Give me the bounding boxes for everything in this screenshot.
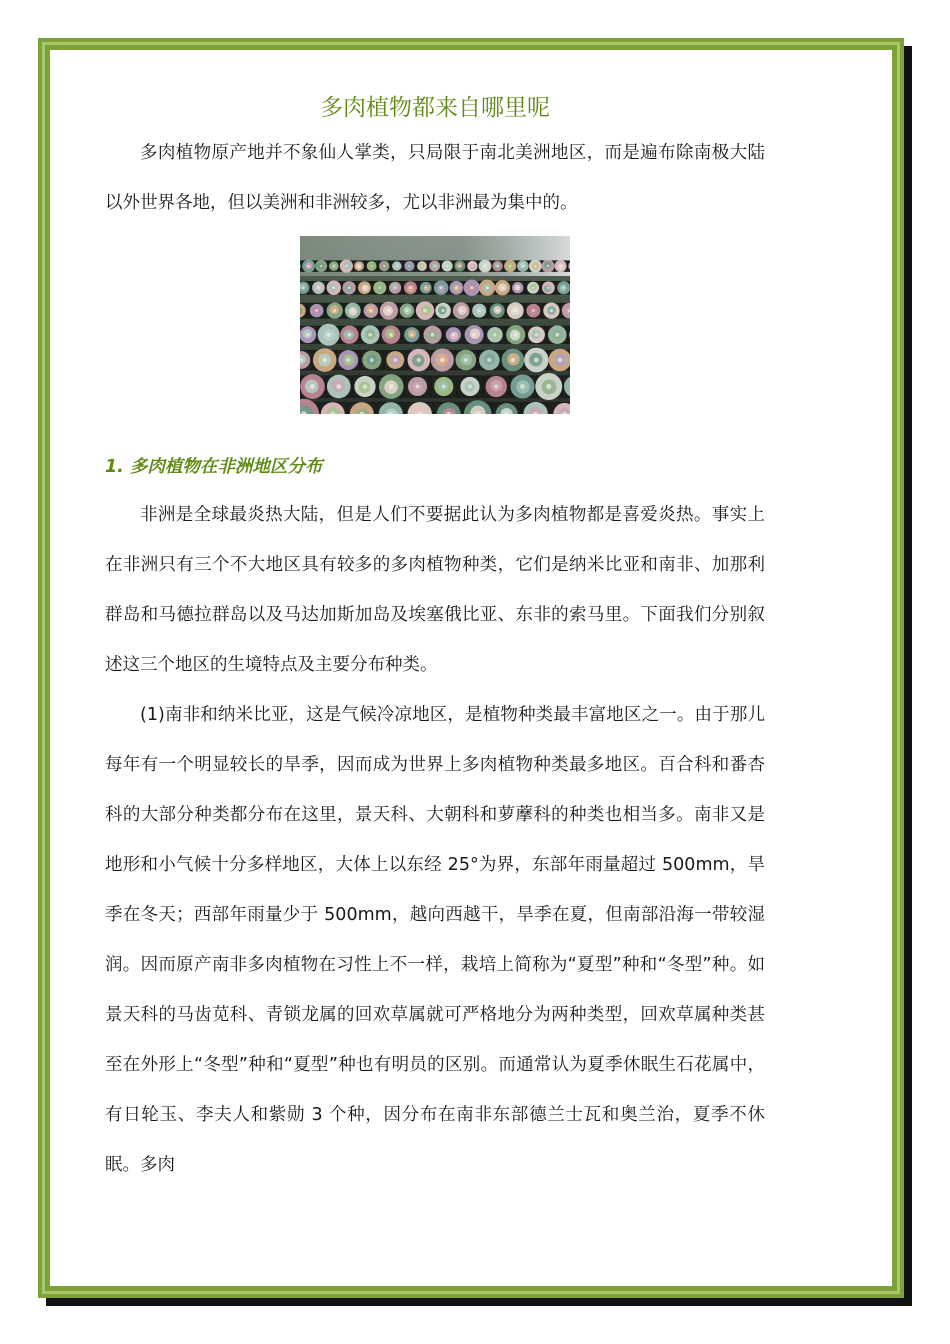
document-title: 多肉植物都来自哪里呢 [320, 95, 550, 121]
section-heading-africa: 1. 多肉植物在非洲地区分布 [105, 457, 323, 477]
section-paragraph: 非洲是全球最炎热大陆，但是人们不要据此认为多肉植物都是喜爱炎热。事实上在非洲只有三个不大地区具有较多的多肉植物种类，它们是纳米比亚和南非、加那利群岛和马德拉群岛以及马达加斯加岛及埃塞俄比亚、东非的索马里。下面我们分别叙述这三个地区的生境特点及主要分布种类。 [105, 505, 765, 675]
succulent-plants-photo [300, 236, 570, 414]
intro-paragraph: 多肉植物原产地并不象仙人掌类，只局限于南北美洲地区，而是遍布除南极大陆以外世界各地，但以美洲和非洲较多，尤以非洲最为集中的。 [105, 143, 765, 213]
document-body [105, 88, 765, 1190]
section-paragraph: (1)南非和纳米比亚，这是气候冷凉地区，是植物种类最丰富地区之一。由于那儿每年有一个明显较长的旱季，因而成为世界上多肉植物种类最多地区。百合科和番杏科的大部分种类都分布在这里，景天科、大朝科和萝藦科的种类也相当多。南非又是地形和小气候十分多样地区，大体上以东经 25°为界，东部年雨量超过 500mm，旱季在冬天；西部年雨量少于 500mm，越向西越干，旱季在夏，但南部沿海一带较湿润。因而原产南非多肉植物在习性上不一样，栽培上简称为“夏型”种和“冬型”种。如景天科的马齿苋科、青锁龙属的回欢草属就可严格地分为两种类型，回欢草属种类甚至在外形上“冬型”种和“夏型”种也有明员的区别。而通常认为夏季休眠生石花属中，有日轮玉、李夫人和紫勋 3 个种，因分布在南非东部德兰士瓦和奥兰治，夏季不休眠。多肉 [105, 705, 765, 1175]
